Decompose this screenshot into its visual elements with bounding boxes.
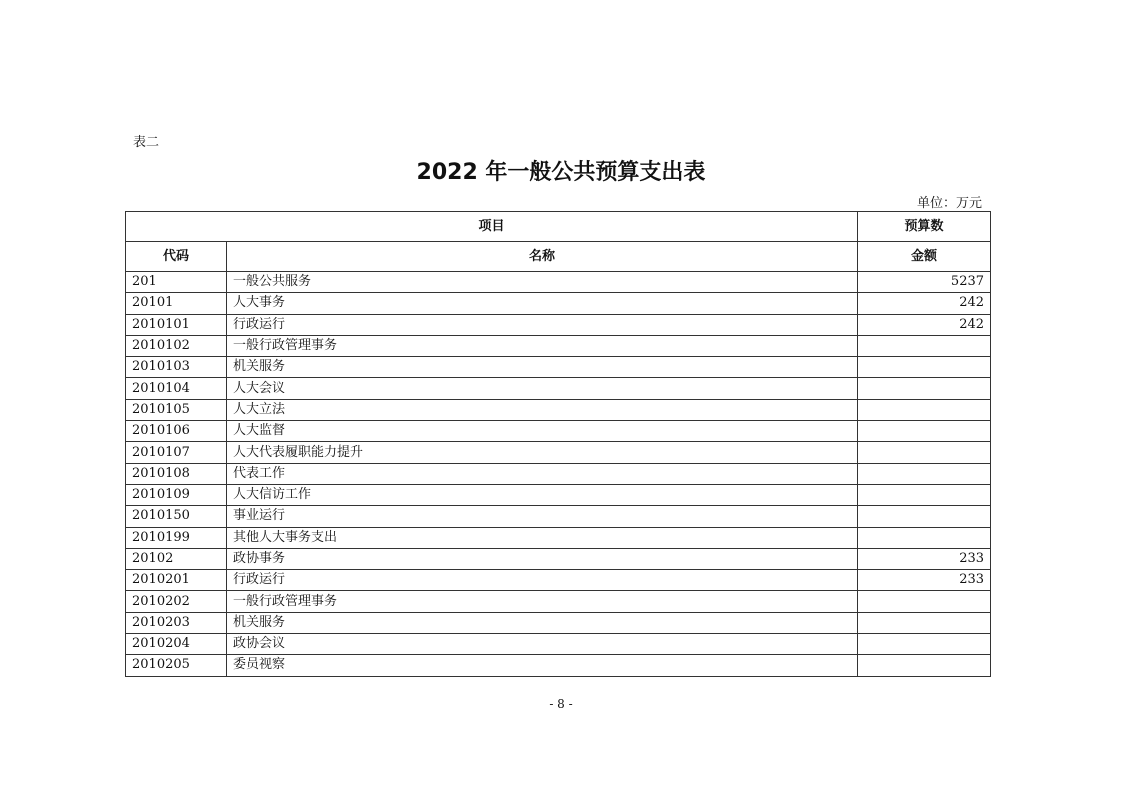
name-cell: 其他人大事务支出 [227, 527, 858, 548]
table-row [126, 399, 991, 420]
amount-cell [858, 591, 991, 612]
code-cell: 2010104 [126, 378, 227, 399]
table-row [126, 527, 991, 548]
code-cell: 2010202 [126, 591, 227, 612]
project-header: 项目 [126, 212, 858, 242]
code-cell: 2010203 [126, 612, 227, 633]
amount-cell [858, 357, 991, 378]
name-cell: 机关服务 [227, 612, 858, 633]
amount-header: 金额 [858, 242, 991, 272]
name-cell: 人大信访工作 [227, 484, 858, 505]
code-cell: 2010103 [126, 357, 227, 378]
table-row [126, 293, 991, 314]
name-cell: 一般公共服务 [227, 272, 858, 293]
name-cell: 政协会议 [227, 634, 858, 655]
name-cell: 一般行政管理事务 [227, 591, 858, 612]
table-row [126, 570, 991, 591]
table-row [126, 357, 991, 378]
table-row [126, 378, 991, 399]
name-cell: 人大会议 [227, 378, 858, 399]
amount-cell: 5237 [858, 272, 991, 293]
amount-cell [858, 506, 991, 527]
code-cell: 2010204 [126, 634, 227, 655]
amount-cell [858, 463, 991, 484]
page-title: 2022 年一般公共预算支出表 [416, 160, 706, 185]
table-row [126, 421, 991, 442]
code-cell: 2010109 [126, 484, 227, 505]
header-row-2 [126, 242, 991, 272]
code-cell: 2010101 [126, 314, 227, 335]
amount-cell [858, 634, 991, 655]
table-row [126, 655, 991, 676]
name-cell: 行政运行 [227, 570, 858, 591]
amount-cell: 242 [858, 314, 991, 335]
name-cell: 人大事务 [227, 293, 858, 314]
budget-header: 预算数 [858, 212, 991, 242]
table-row [126, 335, 991, 356]
code-cell: 2010201 [126, 570, 227, 591]
code-cell: 201 [126, 272, 227, 293]
unit-label: 单位：万元 [916, 196, 982, 211]
amount-cell [858, 399, 991, 420]
name-cell: 政协事务 [227, 548, 858, 569]
code-cell: 2010150 [126, 506, 227, 527]
code-cell: 20102 [126, 548, 227, 569]
table-row [126, 612, 991, 633]
table-row [126, 314, 991, 335]
amount-cell [858, 484, 991, 505]
name-cell: 一般行政管理事务 [227, 335, 858, 356]
name-cell: 人大监督 [227, 421, 858, 442]
table-label: 表二 [133, 135, 160, 150]
budget-table [125, 211, 991, 677]
table-row [126, 634, 991, 655]
table-body [126, 272, 991, 677]
name-cell: 代表工作 [227, 463, 858, 484]
table-row [126, 548, 991, 569]
amount-cell [858, 378, 991, 399]
amount-cell [858, 655, 991, 676]
code-header: 代码 [126, 242, 227, 272]
name-cell: 事业运行 [227, 506, 858, 527]
code-cell: 2010106 [126, 421, 227, 442]
name-cell: 机关服务 [227, 357, 858, 378]
table-row [126, 506, 991, 527]
table-row [126, 272, 991, 293]
table-row [126, 484, 991, 505]
name-cell: 人大立法 [227, 399, 858, 420]
amount-cell [858, 612, 991, 633]
table-row [126, 442, 991, 463]
header-row-1 [126, 212, 991, 242]
amount-cell [858, 335, 991, 356]
code-cell: 2010107 [126, 442, 227, 463]
name-header: 名称 [227, 242, 858, 272]
code-cell: 20101 [126, 293, 227, 314]
amount-cell [858, 527, 991, 548]
amount-cell: 242 [858, 293, 991, 314]
amount-cell: 233 [858, 570, 991, 591]
name-cell: 人大代表履职能力提升 [227, 442, 858, 463]
name-cell: 行政运行 [227, 314, 858, 335]
code-cell: 2010105 [126, 399, 227, 420]
page-number: - 8 - [549, 697, 573, 711]
code-cell: 2010108 [126, 463, 227, 484]
amount-cell [858, 421, 991, 442]
code-cell: 2010102 [126, 335, 227, 356]
amount-cell [858, 442, 991, 463]
code-cell: 2010199 [126, 527, 227, 548]
name-cell: 委员视察 [227, 655, 858, 676]
table-row [126, 463, 991, 484]
amount-cell: 233 [858, 548, 991, 569]
table-row [126, 591, 991, 612]
code-cell: 2010205 [126, 655, 227, 676]
